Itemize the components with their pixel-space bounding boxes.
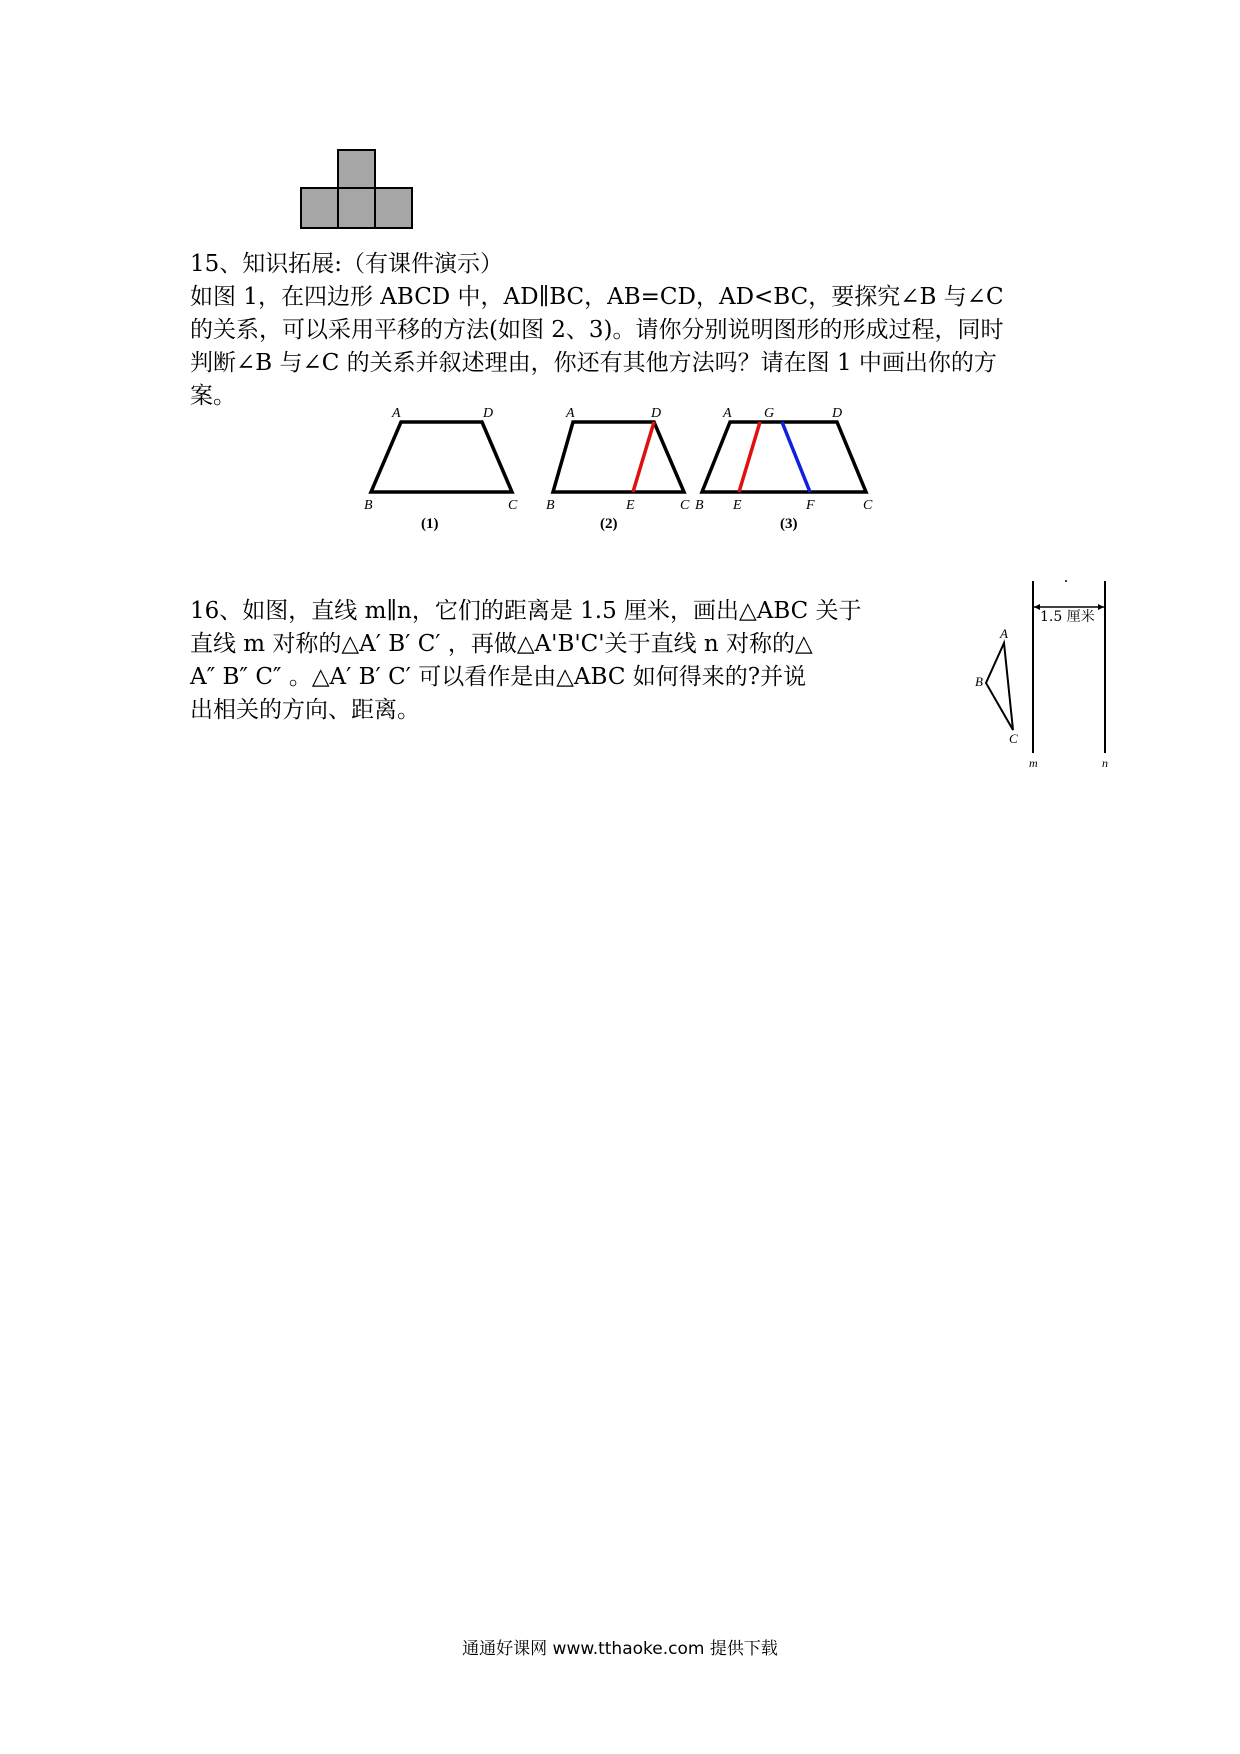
trapezoid-abcd-2 xyxy=(553,422,684,492)
trapezoid-abcd-1 xyxy=(371,422,512,492)
squares-figure xyxy=(290,145,420,235)
label-a-3: A xyxy=(723,406,732,421)
problem15-line-2: 的关系，可以采用平移的方法(如图 2、3)。请你分别说明图形的形成过程，同时 xyxy=(190,317,1004,343)
segment-ge xyxy=(739,422,760,492)
label-a-2: A xyxy=(566,406,575,421)
trapezoid-figure-1 xyxy=(364,406,518,532)
trapezoid-figure-2 xyxy=(546,406,690,532)
label-f-3: F xyxy=(806,498,815,513)
problem16-line-2: 直线 m 对称的△A′ B′ C′ ，再做△A'B'C'关于直线 n 对称的△ xyxy=(190,631,813,657)
label-d-1: D xyxy=(483,406,494,421)
caption-1: (1) xyxy=(421,516,439,532)
stray-dot xyxy=(1065,580,1067,582)
footer-text: 通通好课网 www.tthaoke.com 提供下载 xyxy=(462,1639,778,1659)
label-c-2: C xyxy=(680,498,690,513)
trapezoid-figures xyxy=(360,400,900,540)
label-c-3: C xyxy=(863,498,873,513)
label-b-tri: B xyxy=(975,674,983,689)
label-e-2: E xyxy=(626,498,635,513)
label-d-3: D xyxy=(832,406,843,421)
label-m: m xyxy=(1029,756,1038,770)
label-d-2: D xyxy=(651,406,662,421)
label-b-3: B xyxy=(695,498,704,513)
label-g-3: G xyxy=(764,406,775,421)
problem15-line-3: 判断∠B 与∠C 的关系并叙述理由，你还有其他方法吗？请在图 1 中画出你的方 xyxy=(190,350,997,376)
problem16-line-1: 16、如图，直线 m∥n，它们的距离是 1.5 厘米，画出△ABC 关于 xyxy=(190,598,862,624)
square-top xyxy=(338,150,375,188)
label-e-3: E xyxy=(733,498,742,513)
triangle-abc xyxy=(986,643,1013,730)
problem16-line-4: 出相关的方向、距离。 xyxy=(190,697,420,723)
label-a-tri: A xyxy=(1000,626,1008,641)
segment-de xyxy=(633,422,654,492)
label-a-1: A xyxy=(392,406,401,421)
label-c-1: C xyxy=(508,498,518,513)
problem16-line-3: A″ B″ C″ 。△A′ B′ C′ 可以看作是由△ABC 如何得来的?并说 xyxy=(190,664,807,690)
distance-label: 1.5 厘米 xyxy=(1040,609,1095,625)
problem15-title: 15、知识拓展:（有课件演示） xyxy=(190,251,504,277)
label-n: n xyxy=(1102,756,1108,770)
label-c-tri: C xyxy=(1009,731,1018,746)
trapezoid-abcd-3 xyxy=(702,422,866,492)
square-bottom-middle xyxy=(338,188,375,228)
problem15-line-1: 如图 1，在四边形 ABCD 中，AD∥BC，AB=CD，AD<BC，要探究∠B 与∠C xyxy=(190,284,1004,310)
square-bottom-right xyxy=(375,188,412,228)
label-b-2: B xyxy=(546,498,555,513)
arrow-head-right xyxy=(1098,604,1104,610)
segment-gf xyxy=(782,422,810,492)
trapezoid-figure-3 xyxy=(695,406,873,532)
caption-3: (3) xyxy=(780,516,798,532)
caption-2: (2) xyxy=(600,516,618,532)
label-b-1: B xyxy=(364,498,373,513)
square-bottom-left xyxy=(301,188,338,228)
reflection-figure xyxy=(960,575,1190,775)
problem15-line-4: 案。 xyxy=(190,383,236,409)
